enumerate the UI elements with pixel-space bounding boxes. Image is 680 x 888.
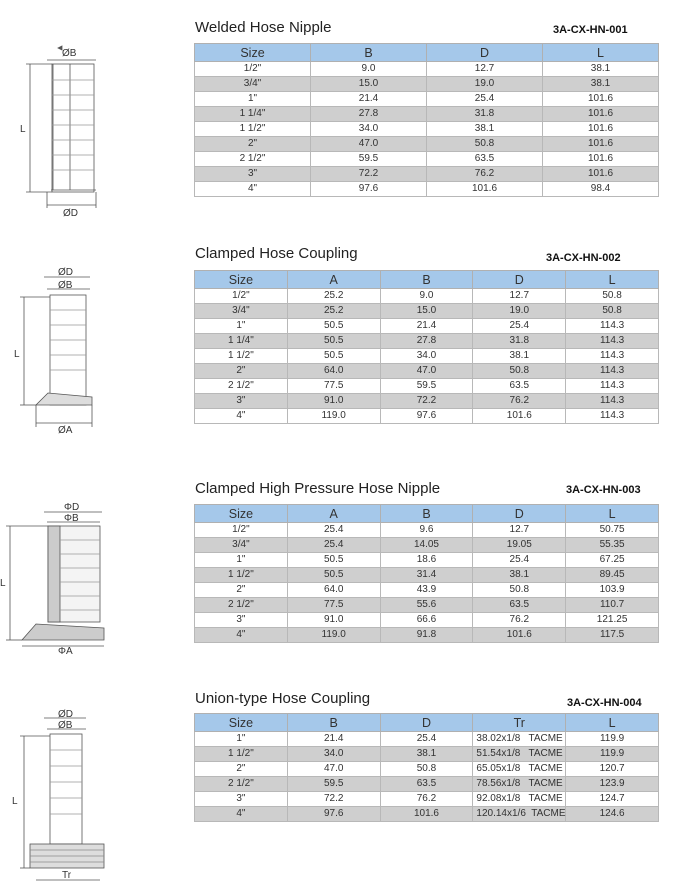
table-cell: 38.02x1/8 TACME xyxy=(473,732,566,747)
table-cell: 1 1/4" xyxy=(195,107,311,122)
table-cell: 101.6 xyxy=(543,107,659,122)
table-cell: 59.5 xyxy=(380,379,473,394)
table-cell: 50.8 xyxy=(427,137,543,152)
clamped-hose-coupling-drawing xyxy=(0,265,120,440)
section-title: Clamped High Pressure Hose Nipple xyxy=(195,480,441,497)
table-cell: 1 1/4" xyxy=(195,334,288,349)
table-cell: 21.4 xyxy=(311,92,427,107)
table-cell: 72.2 xyxy=(380,394,473,409)
column-header: Size xyxy=(195,714,288,732)
table-cell: 64.0 xyxy=(287,583,380,598)
table-cell: 25.2 xyxy=(287,304,380,319)
dim-label: ØB xyxy=(58,280,73,291)
table-cell: 101.6 xyxy=(543,122,659,137)
table-cell: 19.0 xyxy=(473,304,566,319)
table-row xyxy=(195,62,659,77)
table-cell: 123.9 xyxy=(566,777,659,792)
table-cell: 21.4 xyxy=(287,732,380,747)
table-cell: 1/2" xyxy=(195,523,288,538)
table-cell: 38.1 xyxy=(473,568,566,583)
table-row xyxy=(195,152,659,167)
spec-table xyxy=(194,43,659,197)
table-cell: 27.8 xyxy=(311,107,427,122)
table-cell: 50.5 xyxy=(287,553,380,568)
table-cell: 1" xyxy=(195,92,311,107)
table-cell: 77.5 xyxy=(287,598,380,613)
table-row xyxy=(195,77,659,92)
table-cell: 59.5 xyxy=(311,152,427,167)
table-cell: 1 1/2" xyxy=(195,747,288,762)
table-cell: 19.05 xyxy=(473,538,566,553)
table-cell: 76.2 xyxy=(473,613,566,628)
section-title: Union-type Hose Coupling xyxy=(195,690,371,707)
table-cell: 38.1 xyxy=(473,349,566,364)
table-cell: 2" xyxy=(195,583,288,598)
table-cell: 12.7 xyxy=(427,62,543,77)
table-cell: 51.54x1/8 TACME xyxy=(473,747,566,762)
table-cell: 3" xyxy=(195,792,288,807)
table-cell: 25.4 xyxy=(380,732,473,747)
table-row xyxy=(195,777,659,792)
section-title: Clamped Hose Coupling xyxy=(195,245,358,262)
dim-label: ØD xyxy=(58,709,73,720)
table-cell: 3" xyxy=(195,167,311,182)
table-cell: 25.4 xyxy=(287,538,380,553)
table-cell: 43.9 xyxy=(380,583,473,598)
table-cell: 101.6 xyxy=(473,409,566,424)
dim-label: ΦD xyxy=(64,502,80,513)
clamped-high-pressure-hose-nipple-drawing xyxy=(0,500,120,655)
table-cell: 38.1 xyxy=(380,747,473,762)
table-cell: 76.2 xyxy=(473,394,566,409)
table-cell: 2 1/2" xyxy=(195,777,288,792)
table-cell: 50.8 xyxy=(473,583,566,598)
table-cell: 1/2" xyxy=(195,289,288,304)
union-type-hose-coupling-drawing xyxy=(0,708,120,888)
table-row xyxy=(195,409,659,424)
table-cell: 101.6 xyxy=(543,152,659,167)
table-cell: 31.4 xyxy=(380,568,473,583)
table-cell: 25.2 xyxy=(287,289,380,304)
table-row xyxy=(195,792,659,807)
table-cell: 34.0 xyxy=(380,349,473,364)
part-code: 3A-CX-HN-003 xyxy=(566,484,641,496)
table-row xyxy=(195,122,659,137)
column-header: D xyxy=(473,271,566,289)
table-row xyxy=(195,523,659,538)
table-cell: 91.8 xyxy=(380,628,473,643)
spec-table xyxy=(194,270,659,424)
table-cell: 2" xyxy=(195,137,311,152)
table-row xyxy=(195,289,659,304)
table-cell: 101.6 xyxy=(543,167,659,182)
table-cell: 1/2" xyxy=(195,62,311,77)
table-cell: 25.4 xyxy=(473,319,566,334)
table-cell: 3" xyxy=(195,394,288,409)
welded-hose-nipple-drawing xyxy=(0,40,120,220)
table-cell: 12.7 xyxy=(473,523,566,538)
table-row xyxy=(195,613,659,628)
table-cell: 98.4 xyxy=(543,182,659,197)
table-row xyxy=(195,182,659,197)
table-cell: 34.0 xyxy=(287,747,380,762)
table-cell: 34.0 xyxy=(311,122,427,137)
column-header: L xyxy=(566,714,659,732)
column-header: B xyxy=(311,44,427,62)
table-cell: 50.5 xyxy=(287,334,380,349)
table-cell: 38.1 xyxy=(543,62,659,77)
table-cell: 124.7 xyxy=(566,792,659,807)
dim-label: ØB xyxy=(62,48,77,59)
table-cell: 38.1 xyxy=(427,122,543,137)
table-cell: 120.14x1/6 TACME xyxy=(473,807,566,822)
dim-label: ΦB xyxy=(64,513,79,524)
table-row xyxy=(195,137,659,152)
table-cell: 55.35 xyxy=(566,538,659,553)
table-row xyxy=(195,568,659,583)
spec-table xyxy=(194,713,659,822)
table-cell: 25.4 xyxy=(473,553,566,568)
table-cell: 25.4 xyxy=(287,523,380,538)
table-cell: 114.3 xyxy=(566,349,659,364)
dim-label: L xyxy=(0,578,6,589)
table-cell: 66.6 xyxy=(380,613,473,628)
table-cell: 1" xyxy=(195,553,288,568)
table-cell: 27.8 xyxy=(380,334,473,349)
table-cell: 77.5 xyxy=(287,379,380,394)
table-cell: 89.45 xyxy=(566,568,659,583)
table-row xyxy=(195,583,659,598)
table-cell: 31.8 xyxy=(473,334,566,349)
table-row xyxy=(195,628,659,643)
table-cell: 101.6 xyxy=(473,628,566,643)
column-header: Tr xyxy=(473,714,566,732)
table-row xyxy=(195,349,659,364)
table-cell: 101.6 xyxy=(543,92,659,107)
table-cell: 38.1 xyxy=(543,77,659,92)
column-header: L xyxy=(566,271,659,289)
table-cell: 114.3 xyxy=(566,319,659,334)
table-cell: 1" xyxy=(195,732,288,747)
part-code: 3A-CX-HN-004 xyxy=(567,697,642,709)
table-cell: 47.0 xyxy=(380,364,473,379)
table-cell: 114.3 xyxy=(566,334,659,349)
table-cell: 103.9 xyxy=(566,583,659,598)
column-header: D xyxy=(427,44,543,62)
table-cell: 119.9 xyxy=(566,747,659,762)
table-row xyxy=(195,304,659,319)
table-cell: 3/4" xyxy=(195,304,288,319)
table-cell: 47.0 xyxy=(311,137,427,152)
table-cell: 119.0 xyxy=(287,628,380,643)
table-cell: 114.3 xyxy=(566,364,659,379)
table-cell: 97.6 xyxy=(287,807,380,822)
table-cell: 119.9 xyxy=(566,732,659,747)
table-cell: 2 1/2" xyxy=(195,152,311,167)
table-cell: 1 1/2" xyxy=(195,122,311,137)
table-cell: 91.0 xyxy=(287,394,380,409)
table-cell: 50.5 xyxy=(287,349,380,364)
table-row xyxy=(195,334,659,349)
table-row xyxy=(195,107,659,122)
section-title: Welded Hose Nipple xyxy=(195,19,332,36)
table-cell: 4" xyxy=(195,182,311,197)
table-cell: 14.05 xyxy=(380,538,473,553)
table-cell: 21.4 xyxy=(380,319,473,334)
dim-label: Tr xyxy=(62,870,72,881)
table-cell: 50.5 xyxy=(287,319,380,334)
column-header: L xyxy=(543,44,659,62)
table-cell: 63.5 xyxy=(380,777,473,792)
table-cell: 12.7 xyxy=(473,289,566,304)
table-row xyxy=(195,732,659,747)
part-code: 3A-CX-HN-002 xyxy=(546,252,621,264)
table-cell: 9.6 xyxy=(380,523,473,538)
table-cell: 50.8 xyxy=(473,364,566,379)
table-cell: 15.0 xyxy=(380,304,473,319)
column-header: B xyxy=(380,271,473,289)
table-row xyxy=(195,394,659,409)
table-cell: 31.8 xyxy=(427,107,543,122)
table-cell: 1" xyxy=(195,319,288,334)
table-row xyxy=(195,92,659,107)
table-cell: 2" xyxy=(195,364,288,379)
table-cell: 50.8 xyxy=(380,762,473,777)
table-cell: 50.5 xyxy=(287,568,380,583)
column-header: Size xyxy=(195,44,311,62)
table-cell: 9.0 xyxy=(311,62,427,77)
table-cell: 120.7 xyxy=(566,762,659,777)
table-cell: 121.25 xyxy=(566,613,659,628)
table-cell: 63.5 xyxy=(427,152,543,167)
table-cell: 67.25 xyxy=(566,553,659,568)
table-cell: 2" xyxy=(195,762,288,777)
table-cell: 124.6 xyxy=(566,807,659,822)
table-cell: 65.05x1/8 TACME xyxy=(473,762,566,777)
dim-label: L xyxy=(12,796,18,807)
table-cell: 64.0 xyxy=(287,364,380,379)
table-cell: 91.0 xyxy=(287,613,380,628)
table-cell: 3/4" xyxy=(195,77,311,92)
column-header: L xyxy=(566,505,659,523)
table-cell: 1 1/2" xyxy=(195,349,288,364)
table-cell: 2 1/2" xyxy=(195,379,288,394)
table-cell: 4" xyxy=(195,807,288,822)
column-header: D xyxy=(380,714,473,732)
part-code: 3A-CX-HN-001 xyxy=(553,24,628,36)
dim-label: L xyxy=(14,349,20,360)
table-cell: 9.0 xyxy=(380,289,473,304)
table-cell: 114.3 xyxy=(566,394,659,409)
table-cell: 72.2 xyxy=(287,792,380,807)
table-cell: 101.6 xyxy=(427,182,543,197)
table-row xyxy=(195,379,659,394)
table-cell: 18.6 xyxy=(380,553,473,568)
table-cell: 117.5 xyxy=(566,628,659,643)
table-cell: 15.0 xyxy=(311,77,427,92)
column-header: B xyxy=(380,505,473,523)
table-cell: 119.0 xyxy=(287,409,380,424)
table-row xyxy=(195,364,659,379)
table-row xyxy=(195,319,659,334)
table-cell: 2 1/2" xyxy=(195,598,288,613)
table-cell: 114.3 xyxy=(566,379,659,394)
table-row xyxy=(195,167,659,182)
table-cell: 63.5 xyxy=(473,598,566,613)
table-row xyxy=(195,538,659,553)
column-header: Size xyxy=(195,505,288,523)
table-cell: 101.6 xyxy=(543,137,659,152)
table-cell: 19.0 xyxy=(427,77,543,92)
table-cell: 76.2 xyxy=(427,167,543,182)
table-cell: 3" xyxy=(195,613,288,628)
dim-label: ØB xyxy=(58,720,73,731)
table-row xyxy=(195,598,659,613)
dim-label: ΦA xyxy=(58,646,73,655)
table-row xyxy=(195,747,659,762)
column-header: A xyxy=(287,505,380,523)
table-cell: 97.6 xyxy=(380,409,473,424)
table-cell: 78.56x1/8 TACME xyxy=(473,777,566,792)
table-row xyxy=(195,553,659,568)
table-cell: 114.3 xyxy=(566,409,659,424)
dim-label: ØD xyxy=(63,208,78,219)
table-cell: 47.0 xyxy=(287,762,380,777)
table-cell: 92.08x1/8 TACME xyxy=(473,792,566,807)
table-cell: 50.75 xyxy=(566,523,659,538)
dim-label: ØD xyxy=(58,267,73,278)
table-cell: 1 1/2" xyxy=(195,568,288,583)
table-row xyxy=(195,762,659,777)
column-header: D xyxy=(473,505,566,523)
table-cell: 4" xyxy=(195,628,288,643)
table-cell: 101.6 xyxy=(380,807,473,822)
table-cell: 76.2 xyxy=(380,792,473,807)
table-cell: 25.4 xyxy=(427,92,543,107)
table-cell: 110.7 xyxy=(566,598,659,613)
table-cell: 97.6 xyxy=(311,182,427,197)
table-cell: 59.5 xyxy=(287,777,380,792)
spec-table xyxy=(194,504,659,643)
table-cell: 50.8 xyxy=(566,304,659,319)
dim-label: L xyxy=(20,124,26,135)
table-cell: 4" xyxy=(195,409,288,424)
table-cell: 72.2 xyxy=(311,167,427,182)
table-cell: 3/4" xyxy=(195,538,288,553)
column-header: B xyxy=(287,714,380,732)
column-header: Size xyxy=(195,271,288,289)
table-cell: 63.5 xyxy=(473,379,566,394)
dim-label: ØA xyxy=(58,425,73,436)
table-cell: 55.6 xyxy=(380,598,473,613)
table-cell: 50.8 xyxy=(566,289,659,304)
column-header: A xyxy=(287,271,380,289)
table-row xyxy=(195,807,659,822)
